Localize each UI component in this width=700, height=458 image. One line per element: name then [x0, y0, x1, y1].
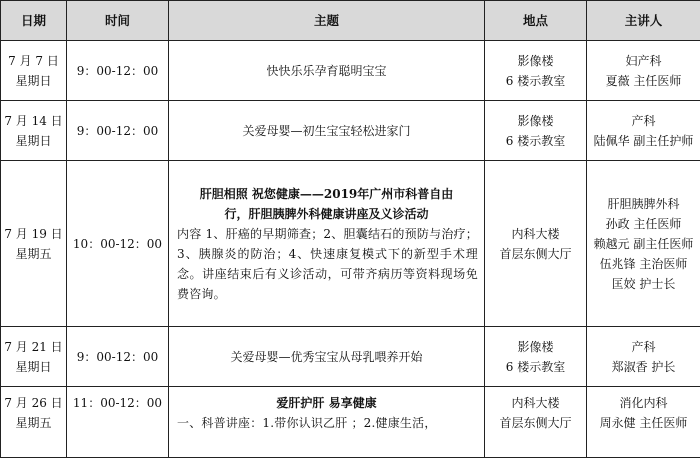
location-cell: [485, 327, 587, 387]
header-speaker: 主讲人: [587, 1, 700, 41]
speaker-department: 产科: [587, 111, 700, 131]
speaker-name: 伍兆锋 主治医师: [587, 254, 700, 274]
topic-description: 一、科普讲座：1.带你认识乙肝 ；2.健康生活，: [169, 413, 484, 433]
speaker-name: 赖越元 副主任医师: [587, 234, 700, 254]
location-building: 影像楼: [485, 51, 586, 71]
time-text: 11：00-12：00: [67, 393, 168, 413]
time-cell: 9：00-12：00: [67, 327, 169, 387]
location-cell: [485, 101, 587, 161]
table-row: [1, 161, 700, 327]
weekday-text: 星期五: [1, 244, 66, 264]
location-room: 6 楼示教室: [485, 357, 586, 377]
topic-cell: 关爱母婴—优秀宝宝从母乳喂养开始: [169, 327, 485, 387]
speaker-name: 周永健 主任医师: [587, 413, 700, 433]
topic-title-continued: 行，肝胆胰脾外科健康讲座及义诊活动: [169, 204, 484, 224]
time-cell: 9：00-12：00: [67, 41, 169, 101]
header-row: [1, 1, 700, 41]
table-row: [1, 41, 700, 101]
time-cell: 9：00-12：00: [67, 101, 169, 161]
table-row: [1, 101, 700, 161]
date-text: 7 月 19 日: [1, 224, 66, 244]
speaker-name: 孙政 主任医师: [587, 214, 700, 234]
topic-title: 肝胆相照 祝您健康——2019年广州市科普自由: [169, 184, 484, 204]
speaker-cell: [587, 327, 700, 387]
speaker-name: 郑淑香 护长: [587, 357, 700, 377]
speaker-name: 匡姣 护士长: [587, 274, 700, 294]
date-cell: [1, 101, 67, 161]
date-cell: [1, 327, 67, 387]
location-building: 内科大楼: [485, 393, 586, 413]
location-building: 影像楼: [485, 337, 586, 357]
speaker-department: 肝胆胰脾外科: [587, 194, 700, 214]
location-cell: [485, 41, 587, 101]
location-building: 影像楼: [485, 111, 586, 131]
location-room: 首层东侧大厅: [485, 413, 586, 433]
location-room: 6 楼示教室: [485, 131, 586, 151]
weekday-text: 星期日: [1, 71, 66, 91]
header-time: 时间: [67, 1, 169, 41]
date-text: 7 月 26 日: [1, 393, 66, 413]
time-cell: 10：00-12：00: [67, 161, 169, 327]
table-row: [1, 327, 700, 387]
topic-title: 爱肝护肝 易享健康: [169, 393, 484, 413]
header-date: 日期: [1, 1, 67, 41]
speaker-department: 妇产科: [587, 51, 700, 71]
header-location: 地点: [485, 1, 587, 41]
speaker-name: 夏薇 主任医师: [587, 71, 700, 91]
speaker-cell: [587, 161, 700, 327]
speaker-cell: [587, 41, 700, 101]
location-cell: [485, 161, 587, 327]
date-text: 7 月 14 日: [1, 111, 66, 131]
header-topic: 主题: [169, 1, 485, 41]
speaker-cell: [587, 101, 700, 161]
table-header: [1, 1, 700, 41]
location-room: 6 楼示教室: [485, 71, 586, 91]
topic-cell: [169, 161, 485, 327]
speaker-department: 消化内科: [587, 393, 700, 413]
weekday-text: 星期日: [1, 131, 66, 151]
topic-cell: 快快乐乐孕育聪明宝宝: [169, 41, 485, 101]
speaker-department: 产科: [587, 337, 700, 357]
topic-cell: 关爱母婴—初生宝宝轻松进家门: [169, 101, 485, 161]
date-cell: [1, 41, 67, 101]
topic-description: 内容 1、肝癌的早期筛查；2、胆囊结石的预防与治疗；3、胰腺炎的防治；4、快速康复模式下的新型手术理念。讲座结束后有义诊活动，可带齐病历等资料现场免费咨询。: [169, 224, 484, 304]
weekday-text: 星期日: [1, 357, 66, 377]
location-room: 首层东侧大厅: [485, 244, 586, 264]
date-text: 7 月 7 日: [1, 51, 66, 71]
date-text: 7 月 21 日: [1, 337, 66, 357]
location-building: 内科大楼: [485, 224, 586, 244]
date-cell: [1, 161, 67, 327]
weekday-text: 星期五: [1, 413, 66, 433]
speaker-name: 陆佩华 副主任护师: [587, 131, 700, 151]
